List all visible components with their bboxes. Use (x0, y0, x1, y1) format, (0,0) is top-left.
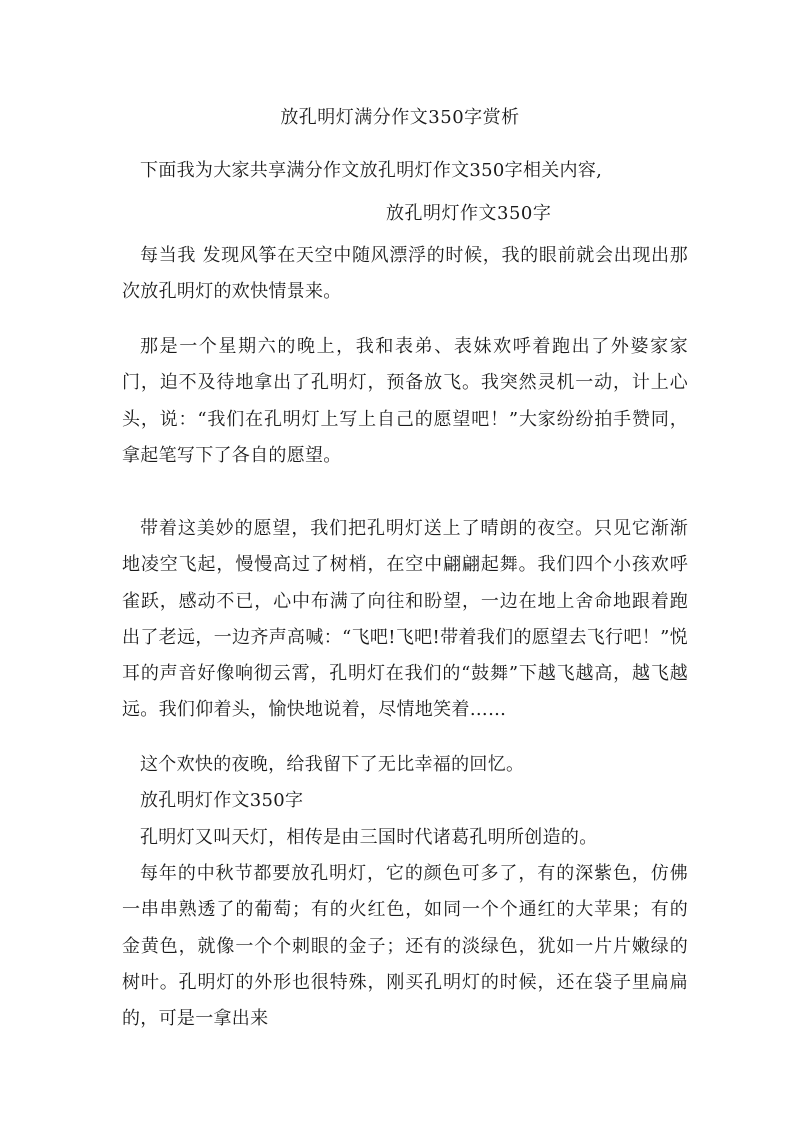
body-paragraph: 孔明灯又叫天灯，相传是由三国时代诸葛孔明所创造的。 (140, 827, 598, 848)
body-paragraph: 那是一个星期六的晚上，我和表弟、表妹欢呼着跑出了外婆家家门，迫不及待地拿出了孔明灯，预备放飞。我突然灵机一动，计上心头，说：“我们在孔明灯上写上自己的愿望吧！”大家纷纷拍手赞同，拿起笔写下了各自的愿望。 (122, 336, 688, 466)
body-paragraph: 每当我 发现风筝在天空中随风漂浮的时候，我的眼前就会出现出那次放孔明灯的欢快情景来。 (122, 245, 688, 303)
body-paragraph: 每年的中秋节都要放孔明灯，它的颜色可多了，有的深紫色，仿佛一串串熟透了的葡萄；有的火红色，如同一个个通红的大苹果；有的金黄色，就像一个个刺眼的金子；还有的淡绿色，犹如一片片嫩绿的树叶。孔明灯的外形也很特殊，刚买孔明灯的时候，还在袋子里扁扁的，可是一拿出来 (122, 863, 688, 1030)
section-heading-inline: 放孔明灯作文350字 (140, 790, 304, 811)
document-title: 放孔明灯满分作文350字赏析 (280, 107, 520, 128)
section-heading: 放孔明灯作文350字 (386, 203, 552, 224)
body-paragraph: 带着这美妙的愿望，我们把孔明灯送上了晴朗的夜空。只见它渐渐地凌空飞起，慢慢高过了树梢，在空中翩翩起舞。我们四个小孩欢呼雀跃，感动不已，心中布满了向往和盼望，一边在地上舍命地跟着跑出了老远，一边齐声高喊：“飞吧!飞吧!带着我们的愿望去飞行吧！”悦耳的声音好像响彻云霄，孔明灯在我们的“鼓舞”下越飞越高，越飞越远。我们仰着头，愉快地说着，尽情地笑着…… (122, 518, 688, 721)
intro-paragraph: 下面我为大家共享满分作文放孔明灯作文350字相关内容, (140, 160, 603, 181)
body-paragraph: 这个欢快的夜晚，给我留下了无比幸福的回忆。 (140, 754, 525, 775)
